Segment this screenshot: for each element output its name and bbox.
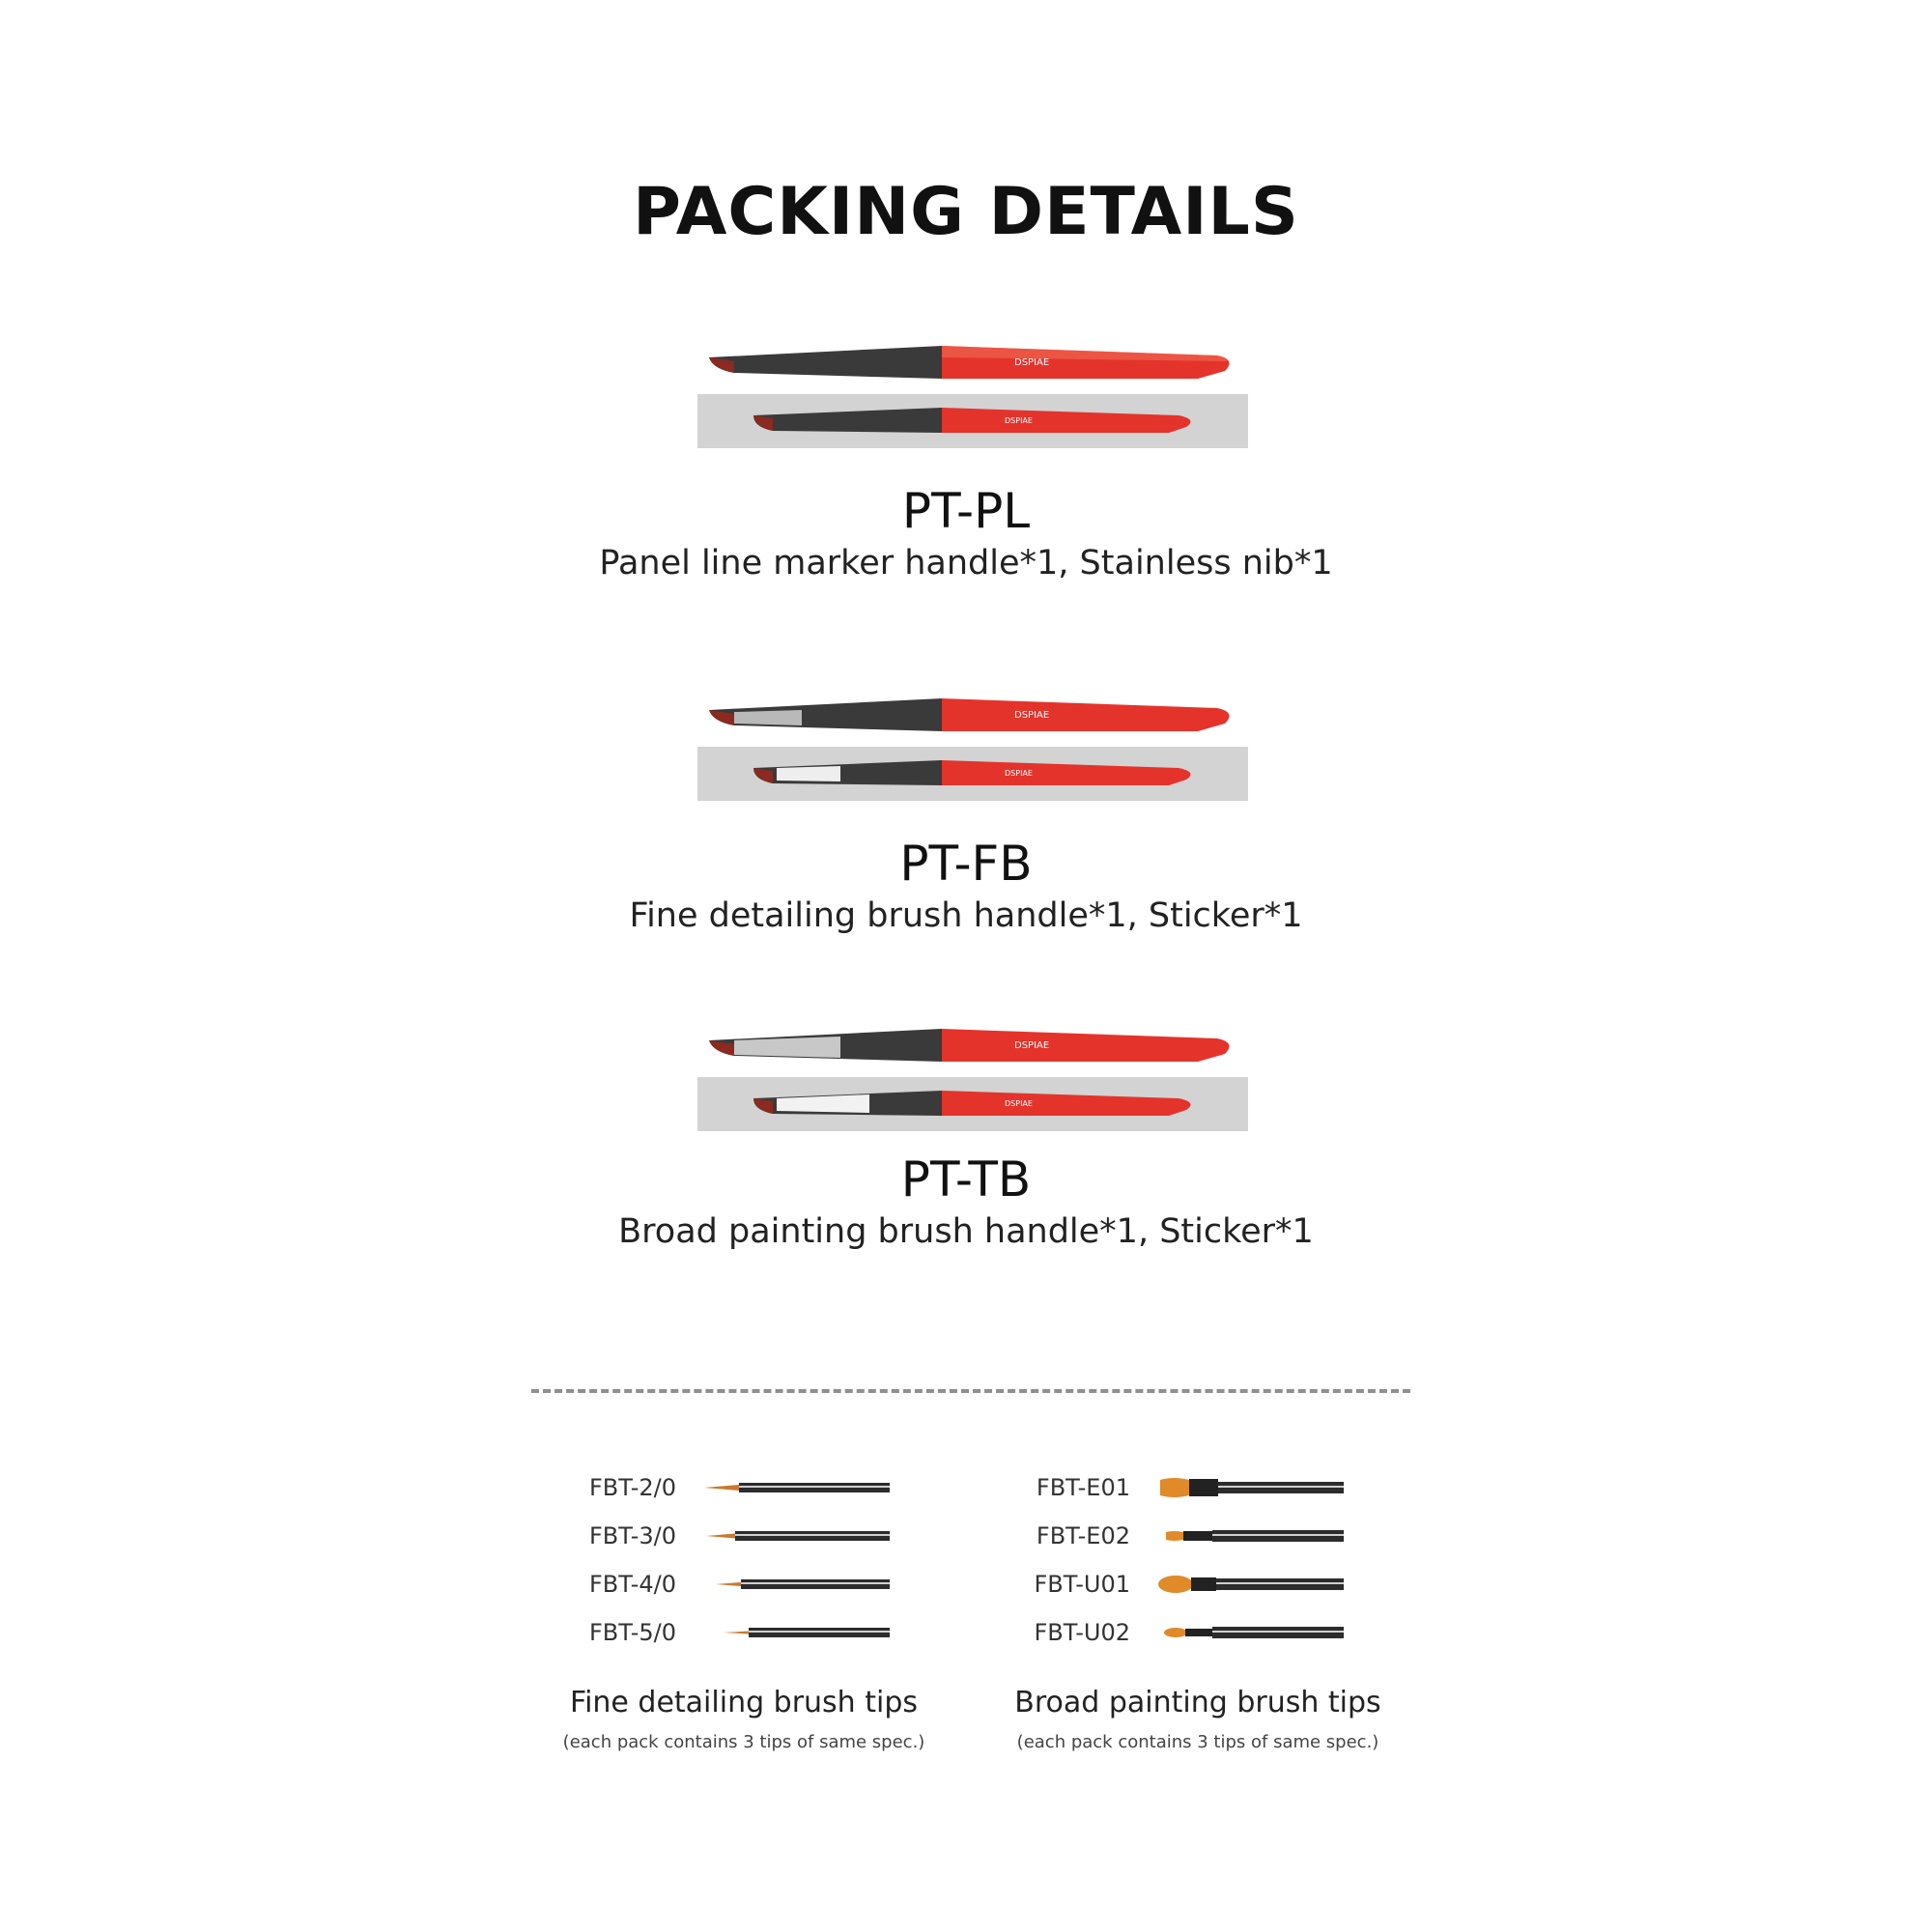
tip-row bbox=[560, 1565, 908, 1604]
broad-tips-note: (each pack contains 3 tips of same spec.) bbox=[1016, 1732, 1379, 1752]
brand-logo-text: DSPIAE bbox=[1014, 1040, 1050, 1051]
tip-code: FBT-3/0 bbox=[588, 1522, 676, 1549]
pen-handle-image-pt-pl bbox=[696, 336, 1256, 452]
tip-code: FBT-E01 bbox=[1036, 1474, 1130, 1501]
fine-tips-caption: Fine detailing brush tips bbox=[570, 1686, 918, 1719]
fine-brush-tip-icon bbox=[700, 1613, 894, 1652]
fine-brush-tip-icon bbox=[700, 1517, 894, 1555]
tip-row bbox=[560, 1468, 908, 1507]
pen-handle-image-pt-tb bbox=[696, 1019, 1256, 1135]
tip-row bbox=[1014, 1565, 1362, 1604]
tip-row bbox=[1014, 1517, 1362, 1555]
fine-brush-tip-icon bbox=[700, 1565, 894, 1604]
brand-logo-text: DSPIAE bbox=[1005, 416, 1033, 425]
pen-handle-image-pt-fb bbox=[696, 689, 1256, 805]
tip-code: FBT-5/0 bbox=[588, 1619, 676, 1646]
tip-row bbox=[560, 1517, 908, 1555]
broad-tips-caption: Broad painting brush tips bbox=[1014, 1686, 1381, 1719]
broad-brush-tip-icon bbox=[1150, 1613, 1352, 1652]
tip-row bbox=[560, 1613, 908, 1652]
tip-code: FBT-U01 bbox=[1034, 1571, 1130, 1598]
product-code: PT-TB bbox=[900, 1151, 1032, 1208]
broad-brush-tip-icon bbox=[1150, 1517, 1352, 1555]
product-description: Fine detailing brush handle*1, Sticker*1 bbox=[629, 896, 1303, 935]
fine-tips-note: (each pack contains 3 tips of same spec.) bbox=[562, 1732, 925, 1752]
dashed-divider bbox=[531, 1389, 1410, 1393]
product-description: Panel line marker handle*1, Stainless nib*1 bbox=[599, 544, 1333, 582]
tip-code: FBT-4/0 bbox=[588, 1571, 676, 1598]
tip-code: FBT-U02 bbox=[1034, 1619, 1130, 1646]
brand-logo-text: DSPIAE bbox=[1014, 710, 1050, 721]
product-code: PT-PL bbox=[901, 483, 1031, 539]
tip-row bbox=[1014, 1468, 1362, 1507]
page-title: PACKING DETAILS bbox=[633, 174, 1299, 250]
tip-code: FBT-E02 bbox=[1036, 1522, 1130, 1549]
tip-code: FBT-2/0 bbox=[588, 1474, 676, 1501]
broad-brush-tip-icon bbox=[1150, 1468, 1352, 1507]
brand-logo-text: DSPIAE bbox=[1005, 1099, 1033, 1108]
fine-brush-tip-icon bbox=[700, 1468, 894, 1507]
product-code: PT-FB bbox=[899, 836, 1033, 892]
broad-brush-tip-icon bbox=[1150, 1565, 1352, 1604]
product-description: Broad painting brush handle*1, Sticker*1 bbox=[618, 1212, 1314, 1251]
brand-logo-text: DSPIAE bbox=[1014, 357, 1050, 368]
tip-row bbox=[1014, 1613, 1362, 1652]
brand-logo-text: DSPIAE bbox=[1005, 769, 1033, 778]
